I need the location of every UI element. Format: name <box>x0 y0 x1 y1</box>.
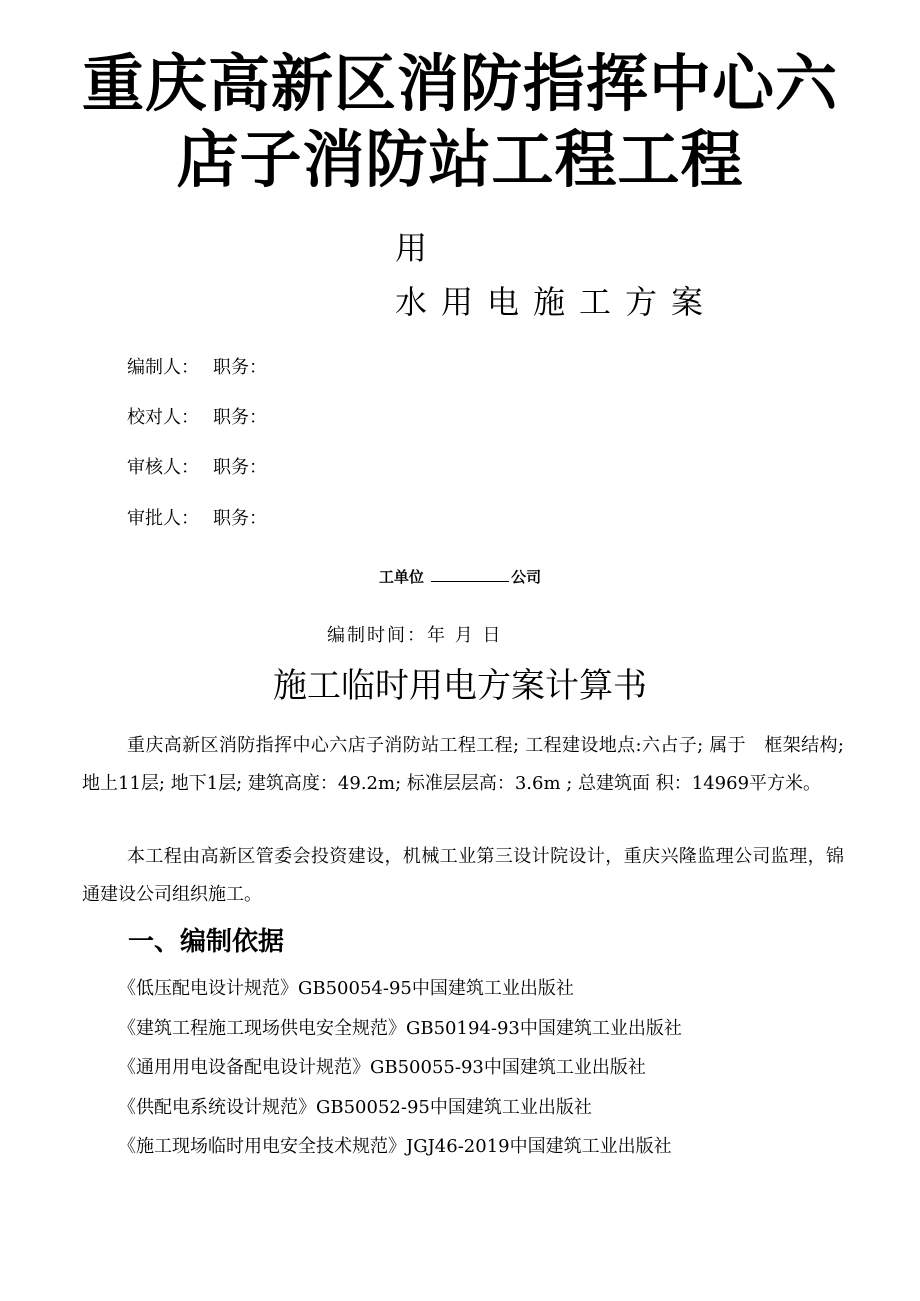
cover-title-line-2: 店子消防站工程工程 <box>176 123 744 196</box>
signature-duty: 职务： <box>213 457 267 478</box>
reference-list <box>118 977 682 1175</box>
reference-item: 《通用用电设备配电设计规范》GB50055-93中国建筑工业出版社 <box>118 1057 646 1078</box>
signature-duty: 职务： <box>213 508 267 529</box>
project-parties-paragraph: 本工程由高新区管委会投资建设，机械工业第三设计院设计，重庆兴隆监理公司监理，锦通建设公司组织施工。 <box>82 846 844 905</box>
signature-duty: 职务： <box>213 357 267 378</box>
unit-prefix: 工单位 <box>378 568 424 586</box>
cover-subtitle-line-1: 用 <box>395 229 428 267</box>
signature-role: 审核人： <box>127 457 199 478</box>
calc-book-title: 施工临时用电方案计算书 <box>273 666 647 706</box>
compile-time: 编制时间：年 月 日 <box>327 625 503 646</box>
reference-item: 《施工现场临时用电安全技术规范》JGJ46-2019中国建筑工业出版社 <box>118 1136 672 1157</box>
signature-role: 审批人： <box>127 508 199 529</box>
cover-title-line-1: 重庆高新区消防指挥中心六 <box>81 47 838 120</box>
unit-suffix: 公司 <box>511 568 542 586</box>
section-heading-basis: 一、编制依据 <box>128 927 285 957</box>
signature-role: 校对人： <box>127 407 199 428</box>
signature-row-reviewer <box>127 456 267 480</box>
signature-row-compiler <box>127 356 267 380</box>
signature-duty: 职务： <box>213 407 267 428</box>
reference-item: 《低压配电设计规范》GB50054-95中国建筑工业出版社 <box>118 978 574 999</box>
unit-blank-underline <box>431 566 509 582</box>
cover-subtitle-line-2: 水用电施工方案 <box>395 283 718 321</box>
reference-item: 《供配电系统设计规范》GB50052-95中国建筑工业出版社 <box>118 1096 592 1118</box>
signature-row-proofreader <box>127 406 267 430</box>
construction-unit-line <box>0 566 920 588</box>
signature-role: 编制人： <box>127 357 199 378</box>
project-overview-paragraph: 重庆高新区消防指挥中心六店子消防站工程工程; 工程建设地点:六占子; 属于 框架结构; 地上11层; 地下1层; 建筑高度：49.2m; 标准层层高：3.6m ; 总建筑面 积：14969平方米。 <box>82 735 844 794</box>
signature-row-approver <box>127 507 267 531</box>
reference-item: 《建筑工程施工现场供电安全规范》GB50194-93中国建筑工业出版社 <box>118 1017 682 1039</box>
